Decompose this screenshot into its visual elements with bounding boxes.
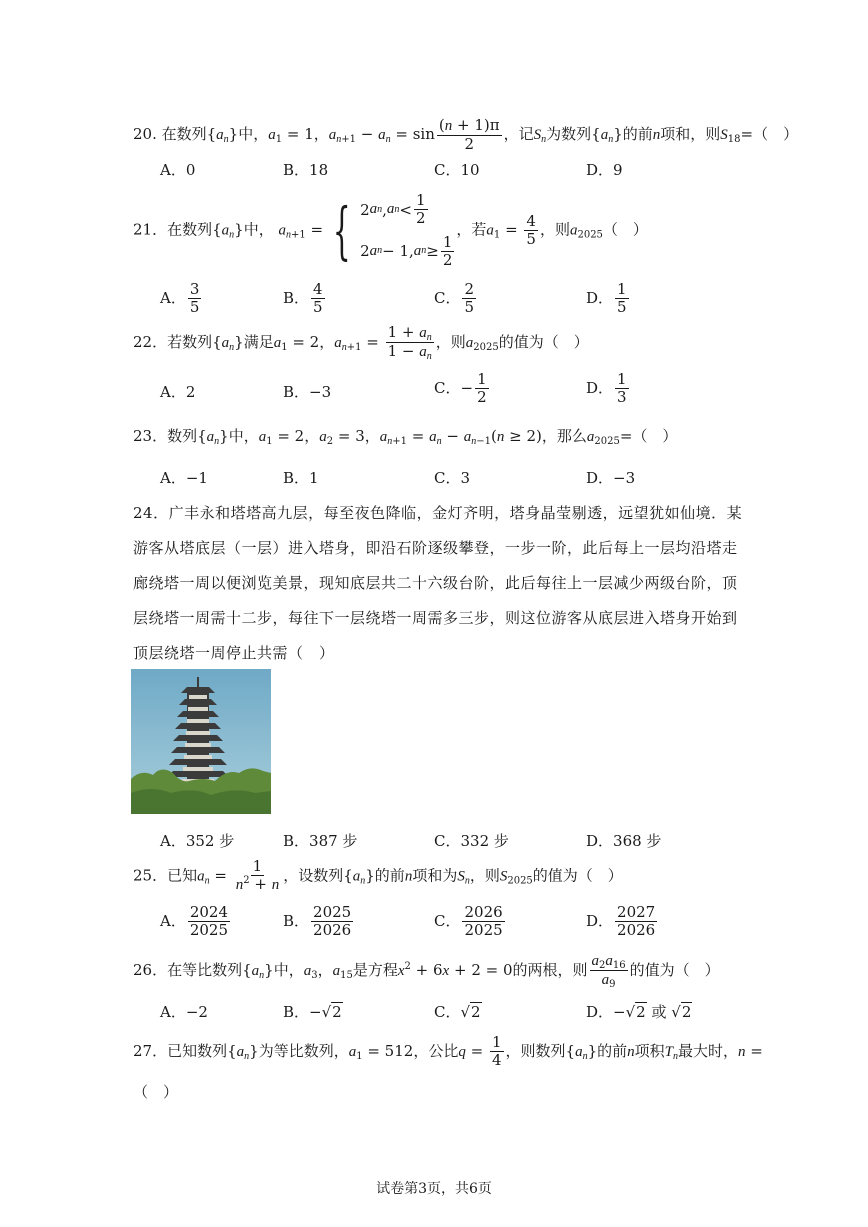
q20-option-a[interactable]: A．0 — [160, 161, 196, 179]
q23-stem: 23．数列$\{a_n\}$中，$a_1 = 2$，$a_2 = 3$，$a_{n+1} = a_n - a_{n-1}(n \ge 2)$，那么$a_{2025}=$（ ） — [133, 427, 678, 447]
q24-option-a[interactable]: A．352 步 — [160, 832, 235, 850]
q20-stem: 20. 在数列$\{a_n\}$中，$a_1 = 1$，$a_{n+1} - a_n = \sin$ $\frac{(n + 1)\pi}{2}$ ，记$S_n$为数列$\{a_n\}$的前n项和，则$S_{18}=$（ ） — [133, 115, 799, 153]
q21-option-a[interactable]: A． $\frac{3}{5}$ — [160, 280, 200, 317]
q24-option-b[interactable]: B．387 步 — [283, 832, 358, 850]
q27-answer-blank: （ ） — [133, 1083, 179, 1101]
q26-stem: 26．在等比数列$\{a_n\}$中，$a_3$，$a_{15}$是方程$x^2 + 6x + 2 = 0$的两根，则 $\frac{a_2a_{16}}{a_9}$ 的值为（ ） — [133, 953, 720, 991]
q20-option-c[interactable]: C．10 — [434, 161, 480, 179]
q21-stem: 21．在数列$\{a_n\}$中， $a_{n+1}$ = { 2 a n , a n < $\frac{1}{2}$ 2 a n − 1, a n ≥ $\frac{1}{2}$ ，若$a_1$ = $\frac{4}{5}$ ，则$a_{2025}$（ ） — [133, 191, 648, 269]
q25-option-c[interactable]: C． $\frac{2026}{2025}$ — [434, 903, 503, 940]
q26-option-d[interactable]: D．−√2 或 √2 — [586, 1003, 692, 1021]
q22-option-c[interactable]: C．− $\frac{1}{2}$ — [434, 370, 487, 407]
q21-option-c[interactable]: C． $\frac{2}{5}$ — [434, 280, 475, 317]
q23-option-a[interactable]: A．−1 — [160, 469, 208, 487]
q20-option-d[interactable]: D．9 — [586, 161, 623, 179]
q24-option-c[interactable]: C．332 步 — [434, 832, 509, 850]
q22-stem: 22．若数列$\{a_n\}$满足$a_1 = 2$，$a_{n+1}$ = $\frac{1 + a_n}{1 - a_n}$ ，则$a_{2025}$的值为（ ） — [133, 323, 589, 363]
pagoda-photo — [131, 669, 271, 814]
q23-option-d[interactable]: D．−3 — [586, 469, 636, 487]
q25-stem: 25．已知$a_n$ = $\frac{1}{n^2 + n}$ ，设数列$\{a_n\}$的前n项和为$S_n$，则$S_{2025}$的值为（ ） — [133, 857, 623, 894]
q20-option-b[interactable]: B．18 — [283, 161, 329, 179]
q26-option-c[interactable]: C．√2 — [434, 1003, 481, 1021]
q25-option-b[interactable]: B． $\frac{2025}{2026}$ — [283, 903, 352, 940]
q23-option-c[interactable]: C．3 — [434, 469, 471, 487]
q26-option-a[interactable]: A．−2 — [160, 1003, 208, 1021]
q22-option-b[interactable]: B．−3 — [283, 383, 332, 401]
q21-option-d[interactable]: D． $\frac{1}{5}$ — [586, 280, 627, 317]
q22-option-d[interactable]: D． $\frac{1}{3}$ — [586, 370, 627, 407]
q24-stem: 24．广丰永和塔塔高九层，每至夜色降临，金灯齐明，塔身晶莹剔透，远望犹如仙境．某游客从塔底层（一层）进入塔身，即沿石阶逐级攀登，一步一阶，此后每上一层均沿塔走廊绕塔一周以便浏览美景，现知底层共二十六级台阶，此后每往上一层减少两级台阶，顶层绕塔一周需十二步，每往下一层绕塔一周需多三步，则这位游客从底层进入塔身开始到顶层绕塔一周停止共需（ ） — [133, 504, 743, 662]
q27-stem: 27．已知数列$\{a_n\}$为等比数列，$a_1 = 512$，公比q = $\frac{1}{4}$ ，则数列$\{a_n\}$的前n项积$T_n$最大时，n = — [133, 1033, 763, 1070]
q23-option-b[interactable]: B．1 — [283, 469, 319, 487]
q26-option-b[interactable]: B．−√2 — [283, 1003, 342, 1021]
q24-option-d[interactable]: D．368 步 — [586, 832, 662, 850]
q22-option-a[interactable]: A．2 — [160, 383, 196, 401]
q25-option-a[interactable]: A． $\frac{2024}{2025}$ — [160, 903, 229, 940]
q25-option-d[interactable]: D． $\frac{2027}{2026}$ — [586, 903, 656, 940]
page-footer: 试卷第3页，共6页 — [376, 1181, 492, 1197]
q21-option-b[interactable]: B． $\frac{4}{5}$ — [283, 280, 323, 317]
